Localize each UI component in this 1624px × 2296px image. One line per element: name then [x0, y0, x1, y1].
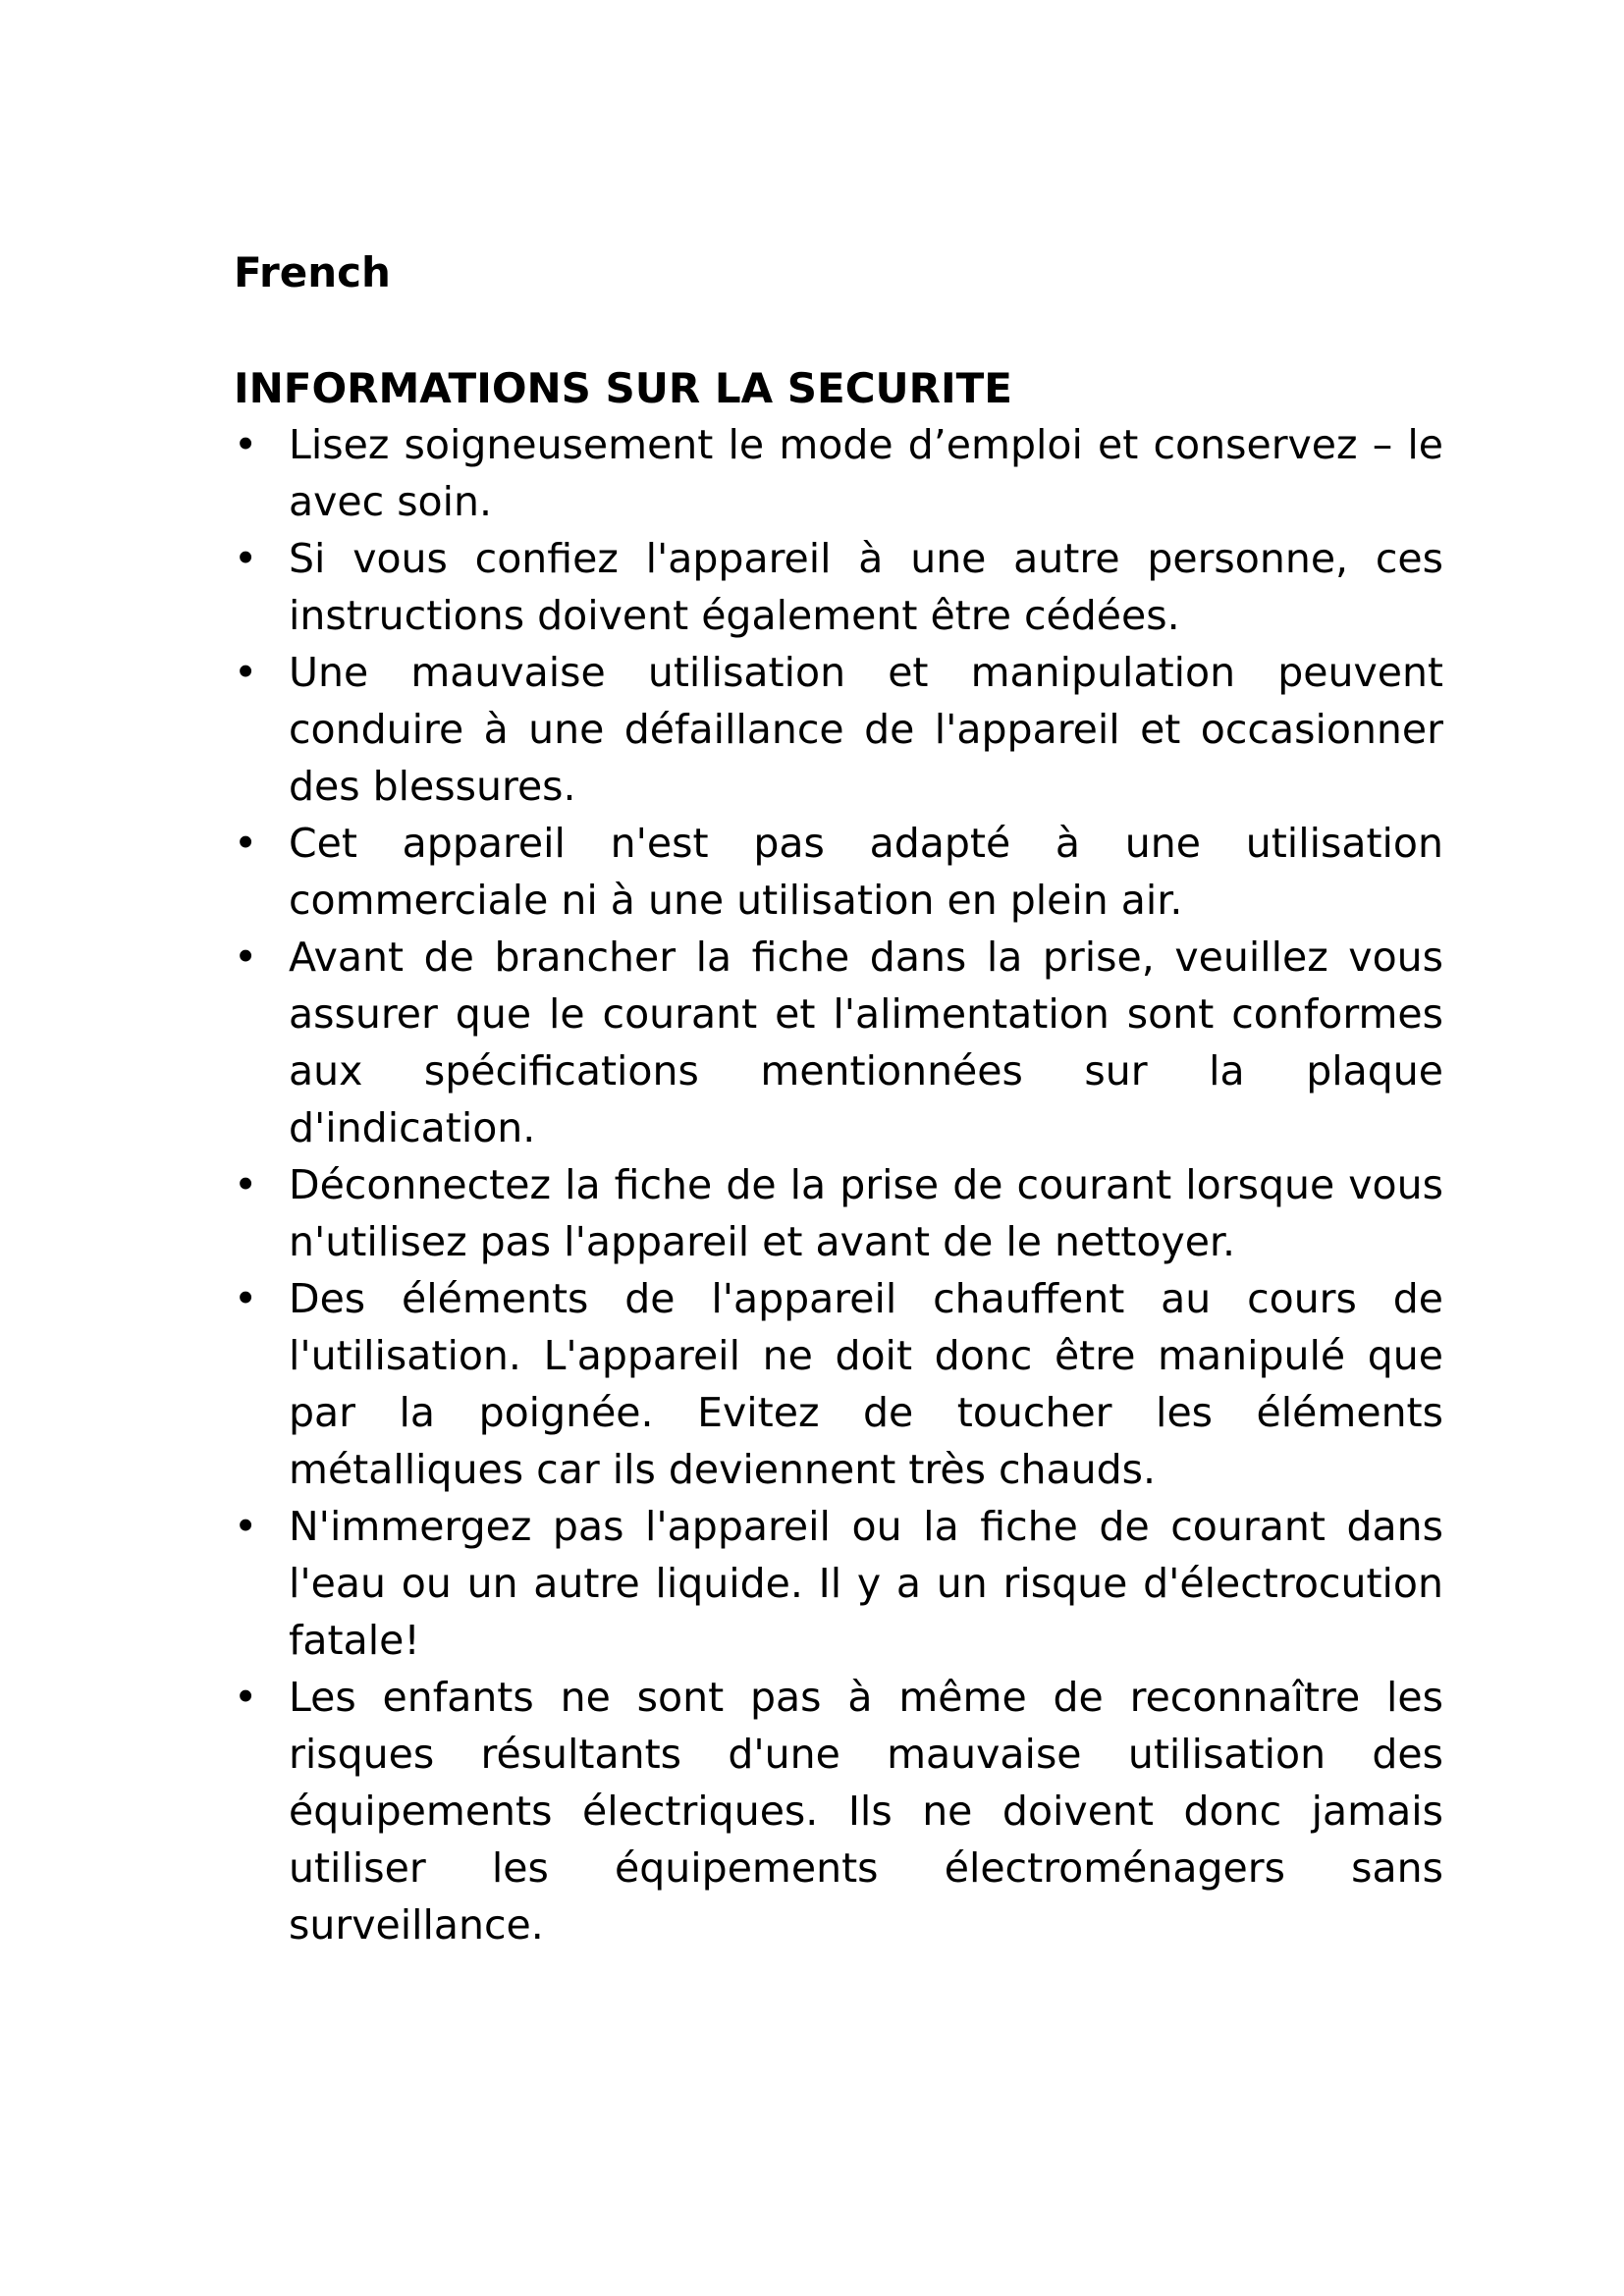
list-item-text: Les enfants ne sont pas à même de reconnaître les risques résultants d'une mauvaise utilisation des équipements électriques. Ils ne doivent donc jamais utiliser les équipements électroménagers sans surveillance.	[289, 1674, 1443, 1949]
bullet-icon: •	[234, 934, 258, 981]
list-item	[234, 416, 1443, 530]
bullet-icon: •	[234, 649, 258, 696]
list-item	[234, 815, 1443, 929]
bullet-icon: •	[234, 421, 258, 468]
language-label: French	[234, 248, 391, 296]
bullet-icon: •	[234, 1674, 258, 1721]
list-item-text: N'immergez pas l'appareil ou la fiche de courant dans l'eau ou un autre liquide. Il y a un risque d'électrocution fatale!	[289, 1503, 1443, 1664]
list-item-text: Lisez soigneusement le mode d’emploi et conservez – le avec soin.	[289, 421, 1443, 525]
list-item	[234, 1498, 1443, 1669]
list-item-text: Des éléments de l'appareil chauffent au cours de l'utilisation. L'appareil ne doit donc être manipulé que par la poignée. Evitez de toucher les éléments métalliques car ils deviennent très chauds.	[289, 1275, 1443, 1493]
list-item	[234, 644, 1443, 815]
list-item-text: Cet appareil n'est pas adapté à une utilisation commerciale ni à une utilisation en plein air.	[289, 820, 1443, 924]
list-item-text: Déconnectez la fiche de la prise de courant lorsque vous n'utilisez pas l'appareil et avant de le nettoyer.	[289, 1161, 1443, 1265]
bullet-icon: •	[234, 1503, 258, 1550]
list-item	[234, 1156, 1443, 1270]
bullet-icon: •	[234, 1161, 258, 1208]
list-item	[234, 1669, 1443, 1953]
safety-instructions-list	[234, 416, 1443, 1953]
list-item-text: Avant de brancher la fiche dans la prise, veuillez vous assurer que le courant et l'alimentation sont conformes aux spécifications mentionnées sur la plaque d'indication.	[289, 934, 1443, 1151]
section-title: INFORMATIONS SUR LA SECURITE	[234, 364, 1012, 412]
document-page	[234, 245, 1443, 1953]
bullet-icon: •	[234, 535, 258, 582]
bullet-icon: •	[234, 820, 258, 867]
bullet-icon: •	[234, 1275, 258, 1322]
list-item	[234, 1270, 1443, 1498]
list-item-text: Si vous confiez l'appareil à une autre personne, ces instructions doivent également être cédées.	[289, 535, 1443, 639]
list-item-text: Une mauvaise utilisation et manipulation peuvent conduire à une défaillance de l'appareil et occasionner des blessures.	[289, 649, 1443, 810]
list-item	[234, 530, 1443, 644]
list-item	[234, 929, 1443, 1156]
